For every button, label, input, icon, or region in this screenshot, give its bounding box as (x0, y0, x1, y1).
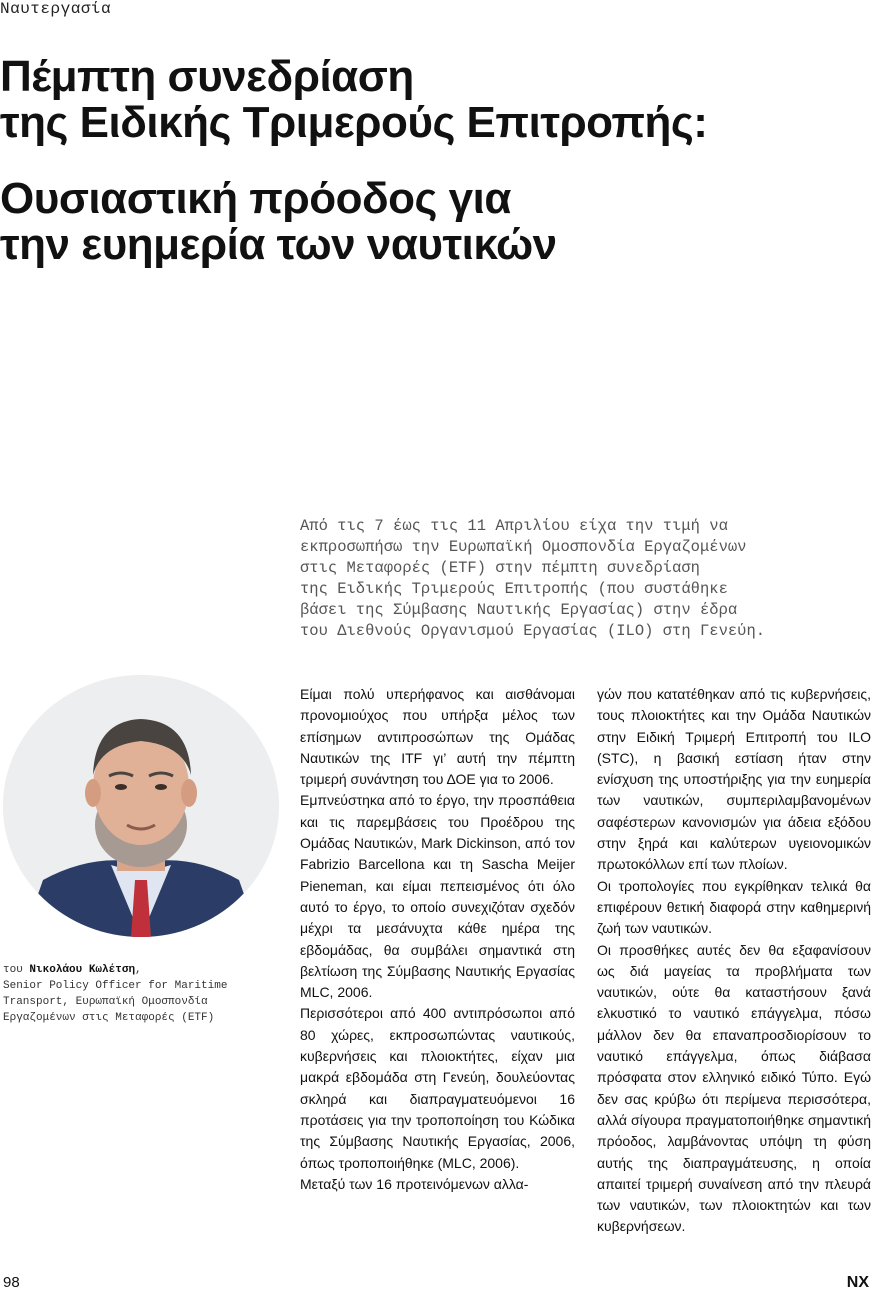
author-name: Νικολάου Κωλέτση (29, 964, 136, 976)
body-paragraph: Οι τροπολογίες που εγκρίθηκαν τελικά θα επιφέρουν θετική διαφορά στην καθημερινή ζωή των ναυτικών. (597, 877, 871, 937)
author-role-line-2: Transport, Ευρωπαϊκή Ομοσπονδία (3, 996, 208, 1008)
author-photo (3, 675, 279, 937)
article-subtitle (0, 176, 870, 268)
article-title (0, 54, 870, 146)
section-label: Ναυτεργασία (0, 0, 112, 18)
body-paragraph: Περισσότεροι από 400 αντιπρόσωποι από 80 χώρες, εκπροσωπώντας ναυτικούς, κυβερνήσεις και πλοιοκτήτες, είχαν μια μακρά εβδομάδα στη Γενεύη, δουλεύοντας σκληρά και διαπραγματευόμενοι 16 προτάσεις για την τροποποίηση του Κώδικα της Σύμβασης Ναυτικής Εργασίας, 2006, όπως τροποποιήθηκε (MLC, 2006). (300, 1005, 575, 1171)
body-paragraph: Μεταξύ των 16 προτεινόμενων αλλα- (300, 1175, 529, 1192)
article-subtitle-line-1: Ουσιαστική πρόοδος για (0, 174, 511, 223)
article-title-line-2: της Ειδικής Τριμερούς Επιτροπής: (0, 98, 708, 147)
article-lede: Από τις 7 έως τις 11 Απριλίου είχα την τιμή να εκπροσωπήσω την Ευρωπαϊκή Ομοσπονδία Εργαζομένων στις Μεταφορές (ETF) στην πέμπτη συνεδρίαση της Ειδικής Τριμερούς Επιτροπής (που συστάθηκε βάσει της Σύμβασης Ναυτικής Εργασίας) στην έδρα του Διεθνούς Οργανισμού Εργασίας (ILO) στη Γενεύη. (300, 517, 766, 640)
body-column-2 (597, 684, 871, 1238)
author-role-line-1: Senior Policy Officer for Maritime (3, 980, 228, 992)
body-paragraph: γών που κατατέθηκαν από τις κυβερνήσεις, τους πλοιοκτήτες και την Ομάδα Ναυτικών στην Ειδική Τριμερή Επιτροπή του ILO (STC), η βασική εστίαση ήταν στην ενίσχυση της υποστήριξης για την ευημερία των ναυτικών, συμπεριλαμβανομένων σαφέστερων κανονισμών για άδεια εξόδου στην ξηρά και καλύτερων υγειονομικών πρωτοκόλλων επί των πλοίων. (597, 686, 871, 873)
author-credit: του Νικολάου Κωλέτση, Senior Policy Officer for Maritime Transport, Ευρωπαϊκή Ομοσπονδία Εργαζομένων στις Μεταφορές (ETF) (3, 964, 228, 1024)
author-role-line-3: Εργαζομένων στις Μεταφορές (ETF) (3, 1012, 215, 1024)
author-prefix: του (3, 964, 23, 976)
body-paragraph: Είμαι πολύ υπερήφανος και αισθάνομαι προνομιούχος που υπήρξα μέλος των επίσημων αντιπροσώπων της Ομάδας Ναυτικών της ITF γι’ αυτή την πέμπτη τριμερή συνάντηση του ΔΟΕ για το 2006. (300, 686, 575, 788)
article-subtitle-line-2: την ευημερία των ναυτικών (0, 220, 557, 269)
page-number: 98 (3, 1274, 20, 1291)
body-paragraph: Εμπνεύστηκα από το έργο, την προσπάθεια και τις παρεμβάσεις του Προέδρου της Ομάδας Ναυτικών, Mark Dickinson, από τον Fabrizio Barcellona και τη Sascha Meijer Pieneman, και είμαι πεπεισμένος ότι όλο αυτό το έργο, το οποίο συνεχιζόταν σχεδόν μέχρι τα μεσάνυχτα κάθε ημέρα της εβδομάδας, θα συμβάλει σημαντικά στη βελτίωση της Σύμβασης Ναυτικής Εργασίας MLC, 2006. (300, 792, 575, 1001)
brand-logo: NX (846, 1274, 869, 1291)
body-paragraph: Οι προσθήκες αυτές δεν θα εξαφανίσουν ως διά μαγείας τα προβλήματα των ναυτικών, ούτε θα καταστήσουν ξανά ελκυστικό το ναυτικό επάγγελμα, πόσω μάλλον δεν θα επαναπροσδιορίσουν το ναυτικό επάγγελμα, όπως διάβασα πρόσφατα στον ελληνικό ειδικό Τύπο. Εγώ δεν σας κρύβω ότι περίμενα περισσότερα, αλλά σίγουρα πραγματοποιήθηκε σημαντική πρόοδος, λαμβάνοντας υπόψη τη φύση αυτής της διαπραγμάτευσης, η οποία απαιτεί τριμερή συναίνεση από την πλευρά των ναυτικών, των πλοιοκτητών και των κυβερνήσεων. (597, 941, 871, 1235)
article-title-line-1: Πέμπτη συνεδρίαση (0, 52, 414, 101)
author-portrait-illustration (3, 675, 279, 937)
body-column-1 (300, 684, 575, 1195)
